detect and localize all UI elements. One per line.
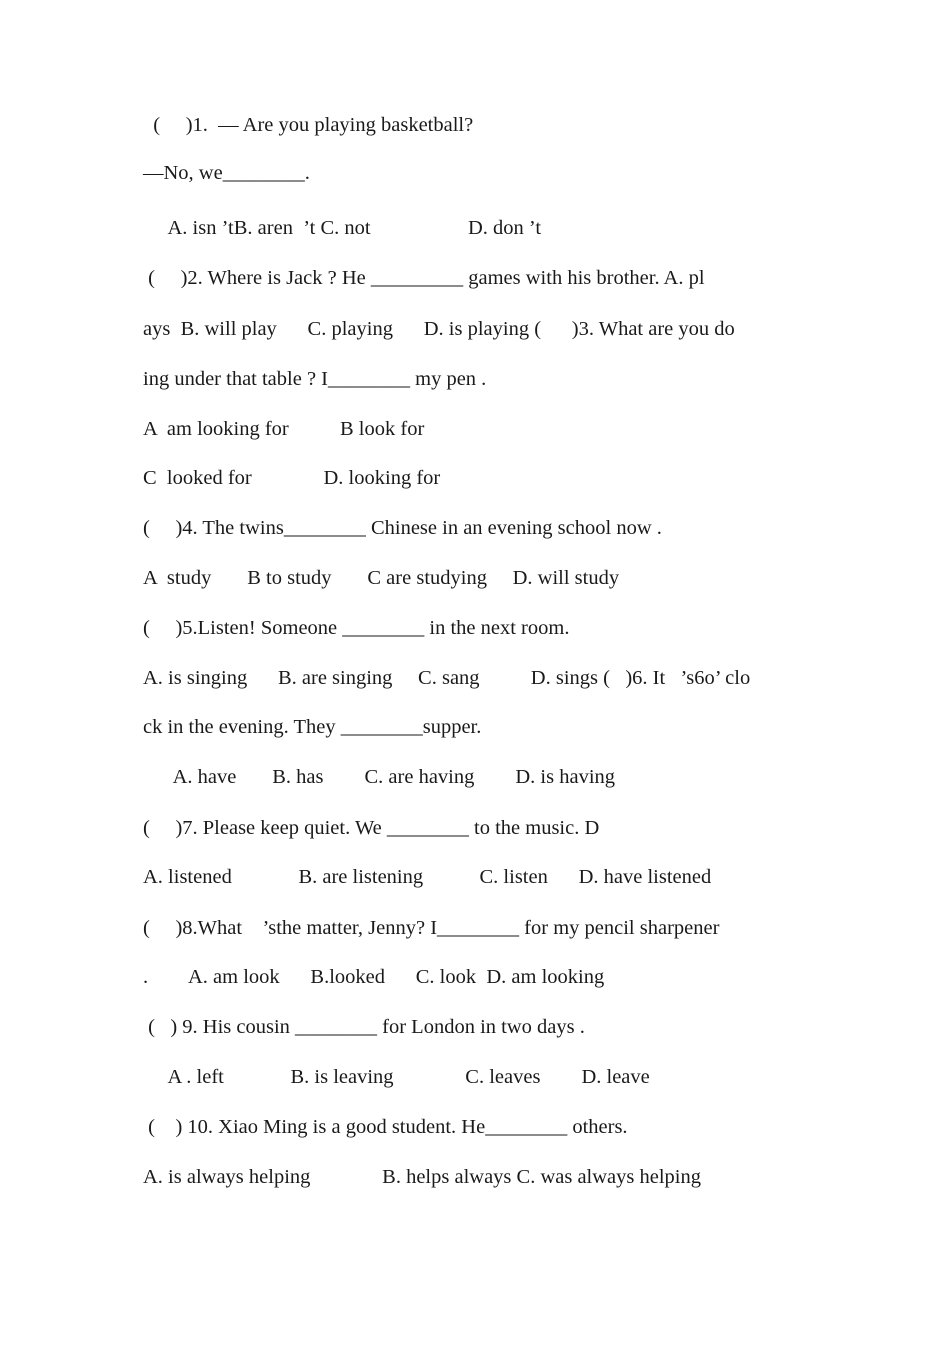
question-9-stem: ( ) 9. His cousin ________ for London in two days .: [143, 1016, 585, 1038]
question-9-options: A . left B. is leaving C. leaves D. leave: [143, 1066, 650, 1088]
question-6-options: A. have B. has C. are having D. is having: [143, 766, 616, 788]
question-8-options: . A. am look B.looked C. look D. am looking: [143, 966, 605, 988]
question-4-options: A study B to study C are studying D. will study: [143, 567, 620, 589]
question-5-6-line: A. is singing B. are singing C. sang D. sings ( )6. It ’s6o’ clo: [143, 667, 751, 689]
question-3-options-cd: C looked for D. looking for: [143, 467, 441, 489]
question-4-stem: ( )4. The twins________ Chinese in an evening school now .: [143, 517, 662, 539]
question-1-answer: —No, we________.: [143, 162, 310, 184]
question-2-3-line: ays B. will play C. playing D. is playing ( )3. What are you do: [143, 318, 735, 340]
question-3-stem: ing under that table ? I________ my pen .: [143, 368, 487, 390]
question-7-options: A. listened B. are listening C. listen D. have listened: [143, 866, 712, 888]
question-3-options-ab: A am looking for B look for: [143, 418, 425, 440]
question-10-stem: ( ) 10. Xiao Ming is a good student. He________ others.: [143, 1116, 628, 1138]
question-7-stem: ( )7. Please keep quiet. We ________ to the music. D: [143, 817, 600, 839]
question-8-stem: ( )8.What ’sthe matter, Jenny? I________ for my pencil sharpener: [143, 917, 720, 939]
question-1-options: A. isn ’tB. aren ’t C. not D. don ’t: [143, 217, 542, 239]
question-2-stem: ( )2. Where is Jack ? He _________ games with his brother. A. pl: [143, 267, 705, 289]
question-5-stem: ( )5.Listen! Someone ________ in the next room.: [143, 617, 570, 639]
question-6-stem: ck in the evening. They ________supper.: [143, 716, 482, 738]
question-10-options: A. is always helping B. helps always C. was always helping: [143, 1166, 701, 1188]
question-1-stem: ( )1. — Are you playing basketball?: [143, 114, 474, 136]
